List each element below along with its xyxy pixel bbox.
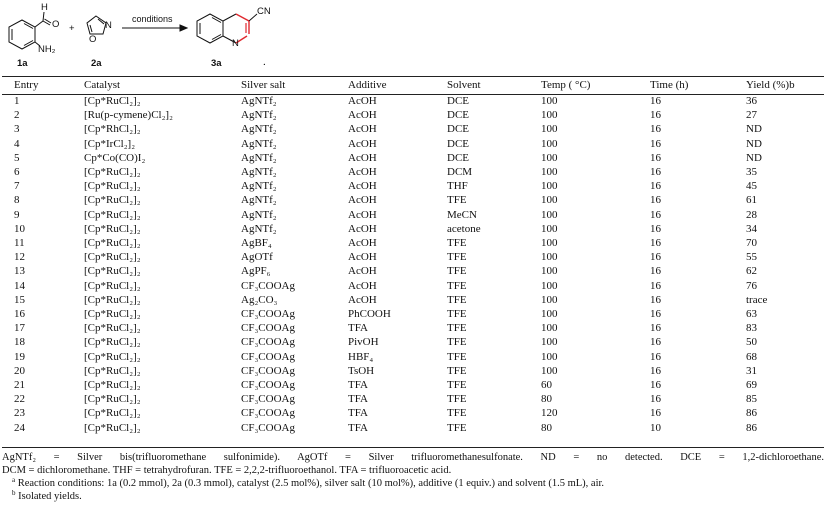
cell-temp: 100 (541, 180, 558, 193)
table-row (2, 364, 824, 378)
cell-yield: 70 (746, 237, 757, 250)
cell-temp: 100 (541, 293, 558, 306)
cell-silver-salt: CF₃COOAg (241, 308, 295, 321)
optimization-table (2, 76, 824, 435)
cell-yield: 34 (746, 222, 757, 235)
cell-additive: TFA (348, 379, 368, 392)
cell-catalyst: [Cp*RuCl₂]₂ (84, 322, 141, 335)
table-row (2, 151, 824, 165)
cell-temp: 80 (541, 421, 552, 434)
table-row (2, 350, 824, 364)
cell-yield: 63 (746, 308, 757, 321)
cell-yield: 50 (746, 336, 757, 349)
cell-entry: 4 (14, 137, 20, 150)
cell-solvent: TFE (447, 350, 467, 363)
cell-temp: 100 (541, 194, 558, 207)
reaction-scheme (0, 0, 828, 72)
table-row (2, 165, 824, 179)
cell-silver-salt: Ag₂CO₃ (241, 293, 278, 306)
cell-additive: AcOH (348, 251, 377, 264)
cell-yield: 27 (746, 109, 757, 122)
table-header-row (2, 76, 824, 94)
cell-entry: 7 (14, 180, 20, 193)
cell-entry: 14 (14, 279, 25, 292)
cell-yield: 86 (746, 407, 757, 420)
footnote-b-mark: b (12, 489, 16, 497)
cell-silver-salt: AgNTf₂ (241, 166, 277, 179)
cell-additive: AcOH (348, 180, 377, 193)
cell-temp: 60 (541, 379, 552, 392)
cell-catalyst: [Cp*RuCl₂]₂ (84, 279, 141, 292)
header-solvent: Solvent (447, 79, 481, 91)
table-row (2, 421, 824, 435)
cell-yield: ND (746, 137, 762, 150)
cell-silver-salt: AgNTf₂ (241, 109, 277, 122)
cell-temp: 100 (541, 350, 558, 363)
cell-solvent: acetone (447, 222, 481, 235)
cell-solvent: TFE (447, 421, 467, 434)
cell-solvent: DCE (447, 151, 469, 164)
cell-catalyst: [Cp*RuCl₂]₂ (84, 379, 141, 392)
cell-additive: AcOH (348, 208, 377, 221)
isoxazole-n-label: N (105, 20, 112, 31)
cell-silver-salt: CF₃COOAg (241, 379, 295, 392)
cell-time: 16 (650, 95, 661, 107)
cell-yield: 62 (746, 265, 757, 278)
cell-entry: 24 (14, 421, 25, 434)
cell-time: 16 (650, 180, 661, 193)
cell-temp: 100 (541, 237, 558, 250)
cell-catalyst: [Cp*RuCl₂]₂ (84, 293, 141, 306)
cell-yield: 85 (746, 393, 757, 406)
quinoline-n-label: N (232, 38, 239, 49)
cell-additive: TFA (348, 393, 368, 406)
cell-catalyst: [Cp*RuCl₂]₂ (84, 364, 141, 377)
cell-additive: TFA (348, 421, 368, 434)
cell-yield: 83 (746, 322, 757, 335)
cell-time: 16 (650, 293, 661, 306)
table-row (2, 293, 824, 307)
cell-silver-salt: AgNTf₂ (241, 123, 277, 136)
aldehyde-o-label: O (52, 19, 60, 30)
table-row (2, 378, 824, 392)
cell-entry: 10 (14, 222, 25, 235)
cell-catalyst: Cp*Co(CO)I₂ (84, 151, 146, 164)
cell-solvent: TFE (447, 293, 467, 306)
reaction-scheme-drawing (0, 0, 828, 72)
table-row (2, 208, 824, 222)
cell-additive: AcOH (348, 222, 377, 235)
cell-catalyst: [Cp*RuCl₂]₂ (84, 180, 141, 193)
cell-temp: 80 (541, 393, 552, 406)
cell-additive: HBF₄ (348, 350, 374, 363)
cell-time: 16 (650, 123, 661, 136)
table-row (2, 179, 824, 193)
cell-additive: AcOH (348, 237, 377, 250)
cell-entry: 16 (14, 308, 25, 321)
cell-temp: 100 (541, 208, 558, 221)
cell-solvent: THF (447, 180, 468, 193)
product-3a-label: 3a (211, 58, 222, 69)
product-3a-structure (197, 14, 257, 43)
cell-silver-salt: AgNTf₂ (241, 151, 277, 164)
table-bottom-rule (2, 447, 824, 448)
cell-yield: 28 (746, 208, 757, 221)
table-row (2, 321, 824, 335)
cell-yield: 55 (746, 251, 757, 264)
table-row (2, 264, 824, 278)
cell-entry: 6 (14, 166, 20, 179)
isoxazole-o-label: O (89, 34, 97, 45)
cell-catalyst: [Cp*RuCl₂]₂ (84, 308, 141, 321)
amine-label: NH₂ (38, 44, 56, 55)
table-row (2, 122, 824, 136)
footnote-b-text: Isolated yields. (18, 491, 82, 502)
cell-entry: 18 (14, 336, 25, 349)
cell-solvent: MeCN (447, 208, 477, 221)
cell-time: 16 (650, 265, 661, 278)
table-row (2, 406, 824, 420)
reactant-2a-structure (87, 16, 106, 34)
cell-solvent: TFE (447, 379, 467, 392)
cell-solvent: TFE (447, 407, 467, 420)
cell-catalyst: [Cp*RuCl₂]₂ (84, 95, 141, 107)
cell-temp: 120 (541, 407, 558, 420)
cell-yield: 76 (746, 279, 757, 292)
reaction-arrow (122, 25, 187, 31)
cell-entry: 1 (14, 95, 20, 107)
cell-solvent: DCM (447, 166, 473, 179)
cell-yield: ND (746, 151, 762, 164)
cell-entry: 9 (14, 208, 20, 221)
cell-silver-salt: CF₃COOAg (241, 407, 295, 420)
cell-time: 16 (650, 379, 661, 392)
cell-temp: 100 (541, 222, 558, 235)
cell-solvent: TFE (447, 194, 467, 207)
conditions-label: conditions (132, 14, 173, 24)
table-row (2, 335, 824, 349)
table-row (2, 392, 824, 406)
cell-entry: 12 (14, 251, 25, 264)
cell-solvent: TFE (447, 336, 467, 349)
cell-catalyst: [Cp*RuCl₂]₂ (84, 166, 141, 179)
cell-catalyst: [Cp*RuCl₂]₂ (84, 407, 141, 420)
cell-entry: 2 (14, 109, 20, 122)
cell-silver-salt: AgNTf₂ (241, 180, 277, 193)
cell-temp: 100 (541, 322, 558, 335)
cell-time: 16 (650, 407, 661, 420)
table-body (2, 94, 824, 435)
cell-yield: 61 (746, 194, 757, 207)
header-entry: Entry (14, 79, 39, 91)
plus-sign: + (69, 23, 75, 34)
cell-additive: AcOH (348, 293, 377, 306)
cell-entry: 21 (14, 379, 25, 392)
cell-silver-salt: AgBF₄ (241, 237, 272, 250)
header-catalyst: Catalyst (84, 79, 121, 91)
cell-solvent: TFE (447, 237, 467, 250)
cell-additive: AcOH (348, 151, 377, 164)
cell-silver-salt: CF₃COOAg (241, 279, 295, 292)
table-row (2, 279, 824, 293)
cell-solvent: DCE (447, 95, 469, 107)
header-additive: Additive (348, 79, 387, 91)
cell-catalyst: [Cp*RuCl₂]₂ (84, 251, 141, 264)
cell-catalyst: [Cp*RuCl₂]₂ (84, 208, 141, 221)
cell-silver-salt: CF₃COOAg (241, 393, 295, 406)
cell-silver-salt: CF₃COOAg (241, 421, 295, 434)
cell-yield: 86 (746, 421, 757, 434)
cell-temp: 100 (541, 151, 558, 164)
aldehyde-h-label: H (41, 2, 48, 13)
reactant-1a-label: 1a (17, 58, 28, 69)
table-row (2, 307, 824, 321)
cell-temp: 100 (541, 364, 558, 377)
reactant-2a-label: 2a (91, 58, 102, 69)
cell-entry: 20 (14, 364, 25, 377)
cell-yield: 35 (746, 166, 757, 179)
cell-entry: 8 (14, 194, 20, 207)
cell-entry: 3 (14, 123, 20, 136)
cell-entry: 11 (14, 237, 25, 250)
header-yield: Yield (%)b (746, 79, 795, 91)
cell-time: 16 (650, 222, 661, 235)
cell-time: 16 (650, 308, 661, 321)
cell-catalyst: [Cp*IrCl₂]₂ (84, 137, 136, 150)
cell-additive: TFA (348, 407, 368, 420)
table-row (2, 236, 824, 250)
cell-additive: AcOH (348, 166, 377, 179)
cell-yield: trace (746, 293, 768, 306)
cell-silver-salt: CF₃COOAg (241, 350, 295, 363)
cell-temp: 100 (541, 265, 558, 278)
cell-catalyst: [Cp*RuCl₂]₂ (84, 237, 141, 250)
table-row (2, 94, 824, 108)
cell-entry: 23 (14, 407, 25, 420)
cell-yield: 31 (746, 364, 757, 377)
header-temp: Temp ( °C) (541, 79, 591, 91)
cell-solvent: DCE (447, 123, 469, 136)
cell-solvent: TFE (447, 393, 467, 406)
cell-temp: 100 (541, 109, 558, 122)
cell-time: 16 (650, 393, 661, 406)
cell-catalyst: [Cp*RuCl₂]₂ (84, 265, 141, 278)
cell-temp: 100 (541, 279, 558, 292)
cell-silver-salt: AgNTf₂ (241, 137, 277, 150)
cell-additive: AcOH (348, 95, 377, 107)
cell-solvent: TFE (447, 265, 467, 278)
cell-time: 16 (650, 350, 661, 363)
cell-silver-salt: AgPF₆ (241, 265, 271, 278)
cell-yield: 36 (746, 95, 757, 107)
cell-silver-salt: AgNTf₂ (241, 95, 277, 107)
cell-temp: 100 (541, 336, 558, 349)
cell-time: 16 (650, 336, 661, 349)
cell-silver-salt: CF₃COOAg (241, 364, 295, 377)
table-row (2, 222, 824, 236)
cell-catalyst: [Cp*RuCl₂]₂ (84, 222, 141, 235)
header-time: Time (h) (650, 79, 689, 91)
cell-entry: 5 (14, 151, 20, 164)
abbreviations-line-2: DCM = dichloromethane. THF = tetrahydrofuran. TFE = 2,2,2-trifluoroethanol. TFA = trifluoroacetic acid. (2, 465, 452, 476)
cell-time: 16 (650, 137, 661, 150)
scheme-period: . (263, 56, 266, 68)
cell-catalyst: [Cp*RuCl₂]₂ (84, 393, 141, 406)
cell-solvent: TFE (447, 251, 467, 264)
cell-additive: AcOH (348, 194, 377, 207)
cell-entry: 15 (14, 293, 25, 306)
cell-solvent: TFE (447, 308, 467, 321)
cell-additive: PivOH (348, 336, 379, 349)
cell-yield: 45 (746, 180, 757, 193)
cell-time: 16 (650, 151, 661, 164)
cell-silver-salt: AgNTf₂ (241, 222, 277, 235)
cell-silver-salt: CF₃COOAg (241, 322, 295, 335)
footnote-b (2, 490, 824, 503)
cell-entry: 19 (14, 350, 25, 363)
abbreviations-line-1: AgNTf₂ = Silver bis(trifluoromethane sulfonimide). AgOTf = Silver trifluoromethanesulfonate. ND = no detected. DCE = 1,2-dichloroethane. (2, 452, 824, 463)
cell-time: 16 (650, 251, 661, 264)
cell-time: 16 (650, 109, 661, 122)
cell-catalyst: [Cp*RuCl₂]₂ (84, 350, 141, 363)
table-row (2, 108, 824, 122)
cell-additive: TFA (348, 322, 368, 335)
cell-temp: 100 (541, 95, 558, 107)
cell-catalyst: [Cp*RuCl₂]₂ (84, 421, 141, 434)
cell-temp: 100 (541, 251, 558, 264)
cell-solvent: TFE (447, 322, 467, 335)
footnote-a (2, 477, 824, 490)
table-row (2, 137, 824, 151)
footnote-a-mark: a (12, 476, 16, 484)
cell-time: 10 (650, 421, 661, 434)
cell-time: 16 (650, 237, 661, 250)
cell-silver-salt: AgNTf₂ (241, 208, 277, 221)
cell-silver-salt: CF₃COOAg (241, 336, 295, 349)
cell-temp: 100 (541, 308, 558, 321)
cell-additive: AcOH (348, 265, 377, 278)
cell-catalyst: [Cp*RhCl₂]₂ (84, 123, 141, 136)
cell-yield: 68 (746, 350, 757, 363)
cell-silver-salt: AgNTf₂ (241, 194, 277, 207)
cell-time: 16 (650, 166, 661, 179)
cell-temp: 100 (541, 137, 558, 150)
cell-entry: 22 (14, 393, 25, 406)
cell-solvent: TFE (447, 279, 467, 292)
cell-time: 16 (650, 322, 661, 335)
cell-additive: AcOH (348, 109, 377, 122)
cell-silver-salt: AgOTf (241, 251, 273, 264)
cell-entry: 13 (14, 265, 25, 278)
cell-catalyst: [Ru(p-cymene)Cl₂]₂ (84, 109, 173, 122)
cell-time: 16 (650, 194, 661, 207)
cell-solvent: DCE (447, 109, 469, 122)
cell-additive: AcOH (348, 137, 377, 150)
cell-yield: ND (746, 123, 762, 136)
cell-additive: PhCOOH (348, 308, 391, 321)
header-silver-salt: Silver salt (241, 79, 286, 91)
footnote-a-text: Reaction conditions: 1a (0.2 mmol), 2a (0.3 mmol), catalyst (2.5 mol%), silver salt (10 mol%), additive (1 equiv.) and solvent (1.5 mL), air. (17, 478, 605, 489)
cell-solvent: DCE (447, 137, 469, 150)
cell-time: 16 (650, 279, 661, 292)
cell-additive: AcOH (348, 123, 377, 136)
cell-temp: 100 (541, 123, 558, 136)
cell-catalyst: [Cp*RuCl₂]₂ (84, 194, 141, 207)
cell-time: 16 (650, 208, 661, 221)
cell-yield: 69 (746, 379, 757, 392)
cell-temp: 100 (541, 166, 558, 179)
table-row (2, 193, 824, 207)
cell-catalyst: [Cp*RuCl₂]₂ (84, 336, 141, 349)
cell-additive: TsOH (348, 364, 375, 377)
cell-additive: AcOH (348, 279, 377, 292)
table-row (2, 250, 824, 264)
nitrile-label: CN (257, 6, 271, 17)
cell-solvent: TFE (447, 364, 467, 377)
cell-time: 16 (650, 364, 661, 377)
cell-entry: 17 (14, 322, 25, 335)
